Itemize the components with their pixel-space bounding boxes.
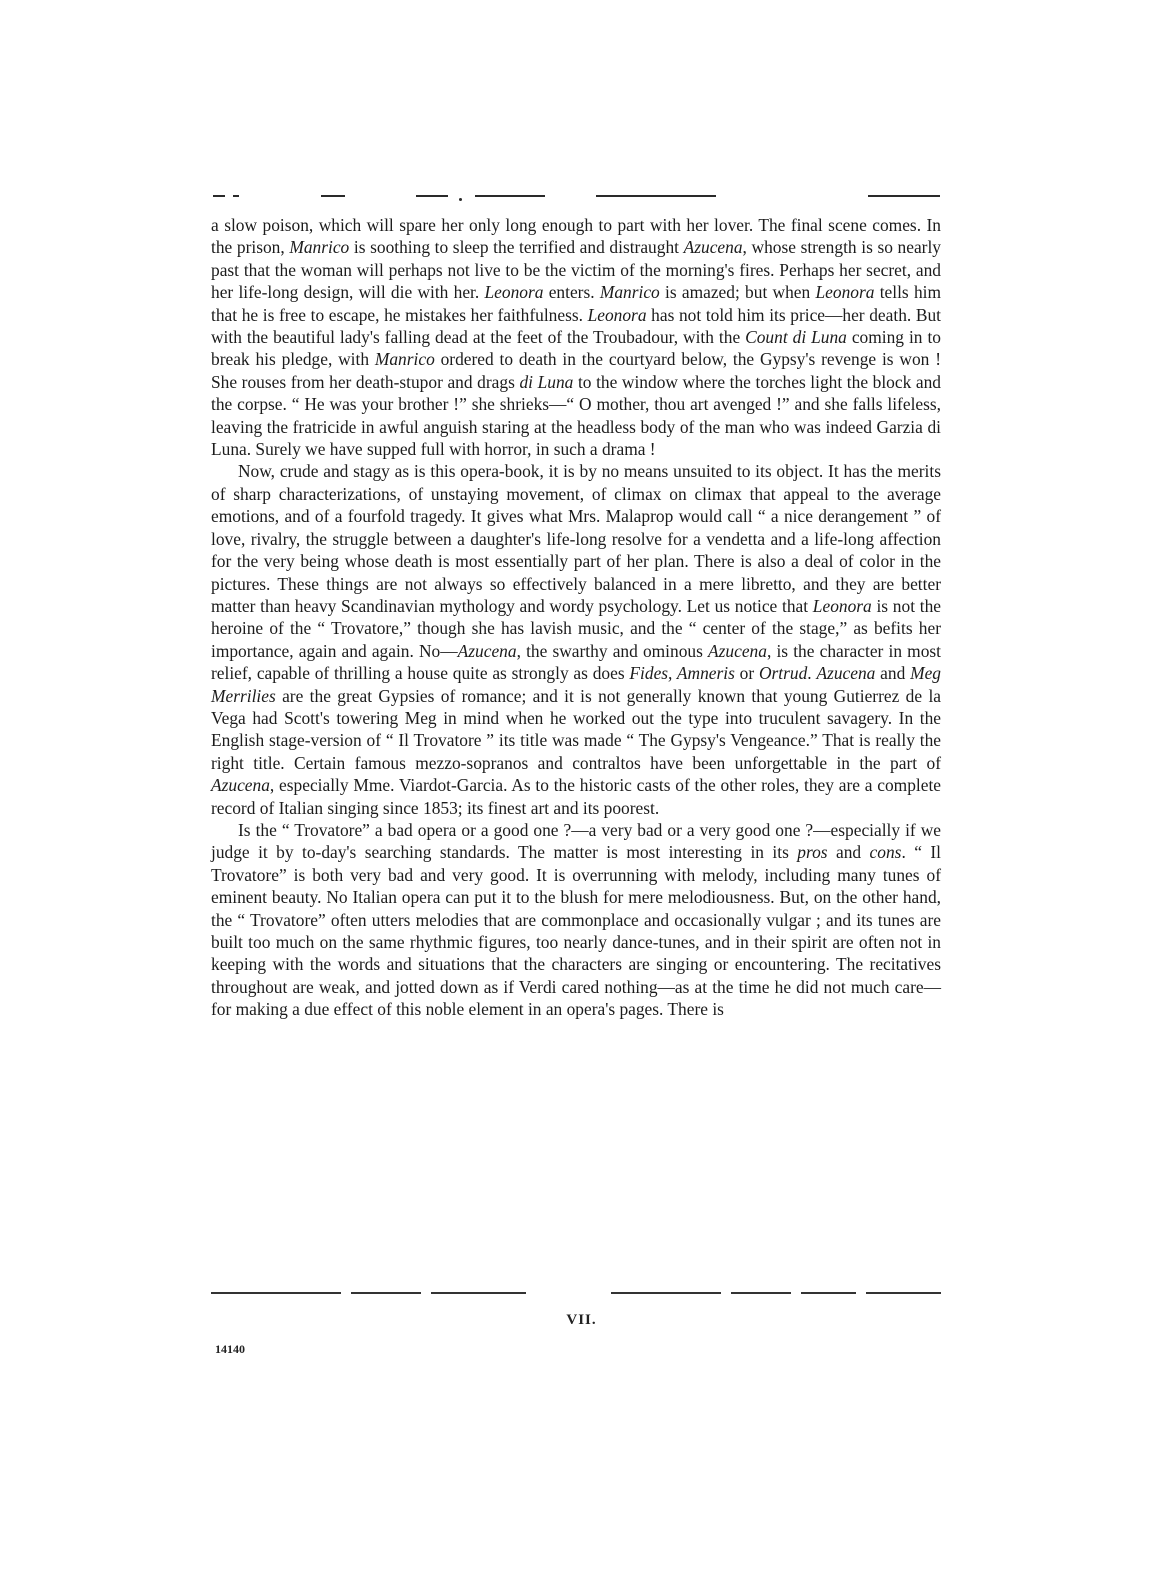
footer-decorative-rule — [211, 1292, 941, 1296]
text-run: , especially Mme. Viardot-Garcia. As to the historic casts of the other roles, they are a complete record of Italian singing since 1853; its finest art and its poorest. — [211, 775, 941, 818]
text-run: is soothing to sleep the terrified and distraught — [349, 237, 684, 258]
italic-name: Leonora — [815, 282, 875, 303]
body-text — [211, 214, 941, 1021]
page-number: VII. — [566, 1312, 597, 1328]
text-run: a slow poison, which will spare her only long enough to part with her lover. The final scene comes. In the prison, — [211, 215, 941, 258]
text-run: is not the heroine of the “ Trovatore,” though she has lavish music, and the “ center of the stage,” as befits her importance, again and again. No— — [211, 595, 941, 661]
italic-name: Azucena — [683, 237, 743, 258]
italic-name: Azucena — [211, 775, 270, 796]
italic-name: Count di Luna — [745, 327, 847, 348]
text-run: has not told him its price—her death. But with the beautiful lady's falling dead at the feet of the Troubadour, with the — [211, 304, 941, 348]
italic-name: Leonora — [812, 595, 872, 616]
italic-name: Azucena — [816, 663, 876, 684]
text-run: tells him that he is free to escape, he mistakes her faithfulness. — [211, 282, 941, 325]
italic-name: cons — [869, 842, 902, 863]
text-run: and — [827, 842, 870, 863]
text-run: , the swarthy and ominous — [516, 640, 709, 661]
text-run: . “ Il Trovatore” is both very bad and very good. It is overrunning with melody, including many tunes of eminent beauty. No Italian opera can put it to the blush for mere melodiousness. But, on the other hand, the “ Trovatore” often utters melodies that are commonplace and occasionally vulgar ; and its tunes are built too much on the same rhythmic figures, too nearly dance-tunes, and in their spirit are often not in keeping with the words and situations that the characters are singing or encountering. The recitatives throughout are weak, and jotted down as if Verdi cared nothing—as at the time he did not much care—for making a due effect of this noble element in an opera's pages. There is — [211, 842, 941, 1020]
italic-name: Manrico — [374, 349, 435, 370]
italic-name: pros — [797, 842, 828, 863]
paragraph — [211, 214, 941, 460]
text-run: and — [875, 663, 911, 684]
italic-name: Azucena — [708, 640, 767, 661]
text-run: , is the character in most relief, capable of thrilling a house quite as strongly as does — [211, 640, 941, 684]
text-run: enters. — [543, 282, 600, 303]
text-run: , whose strength is so nearly past that the woman will perhaps not live to be the victim of the morning's fires. Perhaps her secret, and her life-long design, will die with her. — [211, 237, 942, 303]
italic-name: Leonora — [587, 304, 647, 325]
paragraph — [211, 819, 941, 1021]
italic-name: Fides, Amneris — [629, 663, 735, 684]
text-run: coming in to break his pledge, with — [211, 327, 941, 370]
text-run: or — [734, 663, 759, 684]
header-decorative-rules — [213, 193, 940, 199]
italic-name: Meg Merrilies — [211, 663, 941, 706]
text-run: to the window where the torches light the block and the corpse. “ He was your brother !” she shrieks—“ O mother, thou art avenged !” and she falls lifeless, leaving the fratricide in awful anguish staring at the headless body of the man who was indeed Garzia di Luna. Surely we have supped full with horror, in such a drama ! — [211, 371, 941, 460]
text-run: are the great Gypsies of romance; and it is not generally known that young Gutierrez de la Vega had Scott's towering Meg in mind when he worked out the type into truculent savagery. In the English stage-version of “ Il Trovatore ” its title was made “ The Gypsy's Vengeance.” That is really the right title. Certain famous mezzo-sopranos and contraltos have been unforgettable in the part of — [211, 685, 941, 773]
italic-name: Azucena — [457, 640, 517, 661]
paragraph — [211, 460, 941, 819]
text-run: . — [807, 663, 817, 684]
italic-name: Manrico — [289, 237, 350, 258]
catalog-number: 14140 — [215, 1342, 245, 1356]
text-run: is amazed; but when — [659, 282, 816, 303]
italic-name: Ortrud — [758, 663, 808, 684]
text-run: ordered to death in the courtyard below, the Gypsy's revenge is won ! She rouses from her death-stupor and drags — [211, 349, 941, 392]
italic-name: Leonora — [484, 282, 544, 303]
text-run: Is the “ Trovatore” a bad opera or a good one ?—a very bad or a very good one ?—especially if we judge it by to-day's searching standards. The matter is most interesting in its — [211, 819, 941, 863]
italic-name: Manrico — [599, 282, 660, 303]
italic-name: di Luna — [519, 371, 574, 392]
text-run: Now, crude and stagy as is this opera-book, it is by no means unsuited to its object. It has the merits of sharp characterizations, of unstaying movement, of climax on climax that appeal to the average emotions, and of a fourfold tragedy. It gives what Mrs. Malaprop would call “ a nice derangement ” of love, rivalry, the struggle between a daughter's life-long resolve for a vendetta and a life-long affection for the very being whose death is most essentially part of her plan. There is also a deal of color in the pictures. These things are not always so effectively balanced in a mere libretto, and they are better matter than heavy Scandinavian mythology and wordy psychology. Let us notice that — [211, 461, 941, 616]
